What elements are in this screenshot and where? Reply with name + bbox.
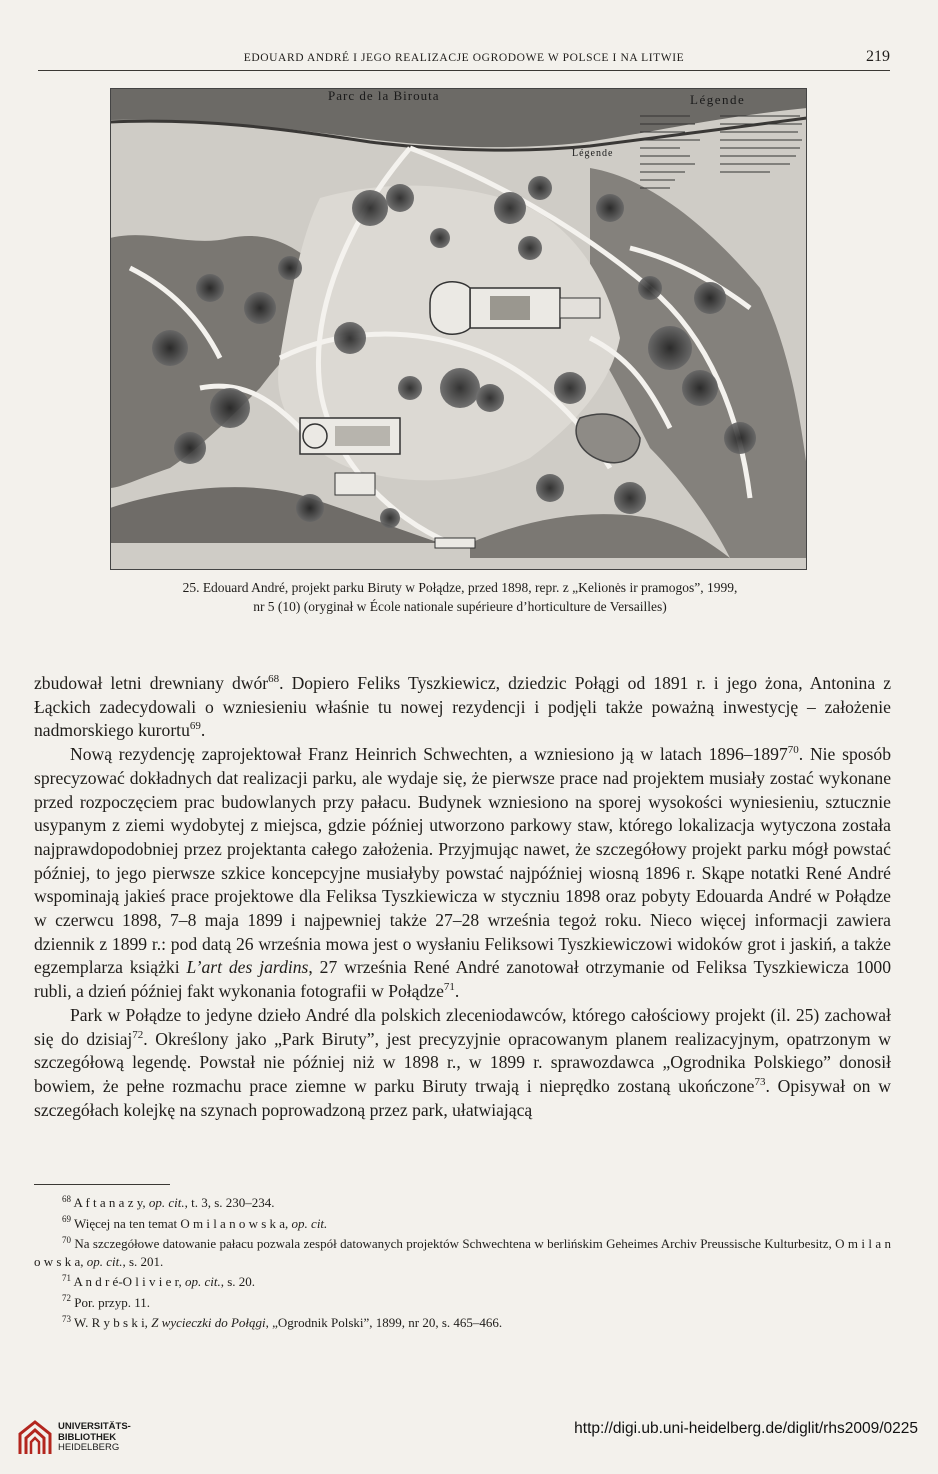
footnote-item: $^{71}$ A n d r é-O l i v i e r, op. cit., s. 20.	[62, 1272, 256, 1289]
footnote-item: $^{68}$ A f t a n a z y, op. cit., t. 3, s. 230–234.	[62, 1193, 275, 1210]
running-title: EDOUARD ANDRÉ I JEGO REALIZACJE OGRODOWE W POLSCE I NA LITWIE	[243, 52, 685, 64]
entrance-gate	[435, 538, 475, 548]
body-text	[34, 672, 891, 1122]
library-name: UNIVERSITÄTS- BIBLIOTHEK HEIDELBERG	[58, 1421, 131, 1453]
caption-line-1: 25. Edouard André, projekt parku Biruty w Połądze, przed 1898, repr. z „Kelionės ir pramogos”, 1999,	[182, 580, 738, 595]
paragraph-3: Park w Połądze to jedyne dzieło André dla polskich zleceniodawców, którego całościowy projekt (il. 25) zachował się do dzisiaj$^{72}$. Określony jako „Park Biruty”, jest precyzyjnie opracowanym planem realizacyjnym, opatrzonym w szczegółową legendę. Powstał nie później niż w 1898 r., w 1899 r. sprawozdawca „Ogrodnika Polskiego” donosił bowiem, że pełne rozmachu prace ziemne w parku Biruty trwają i nieprędko zostaną ukończone$^{73}$. Opisywał on w szczegółach kolejkę na szynach poprowadzoną przez park, ułatwiającą	[34, 1004, 891, 1120]
footnote-ref[interactable]: 71	[443, 981, 455, 994]
footnote-ref[interactable]: 73	[754, 1076, 766, 1089]
source-url-link[interactable]: http://digi.ub.uni-heidelberg.de/diglit/rhs2009/0225	[574, 1420, 918, 1437]
footnote-rule	[34, 1184, 170, 1185]
park-plan-figure	[110, 88, 807, 570]
footnote-ref[interactable]: 72	[132, 1028, 144, 1041]
legend-title: Légende	[690, 92, 746, 107]
footnote-ref[interactable]: 69	[189, 720, 201, 733]
footnote-item: $^{73}$ W. R y b s k i, Z wycieczki do Połągi, „Ogrodnik Polski”, 1899, nr 20, s. 465–466.	[62, 1313, 503, 1330]
figure-caption	[90, 578, 830, 616]
footnote-item: $^{69}$ Więcej na ten temat O m i l a n o w s k a, op. cit.	[62, 1214, 328, 1231]
book-title: L’art des jardins	[186, 957, 309, 978]
map-title: Parc de la Birouta	[328, 88, 440, 103]
paragraph-1: zbudował letni drewniany dwór$^{68}$. Dopiero Feliks Tyszkiewicz, dziedzic Połągi od 1891 r. i jego żona, Antonina z Łąckich zadecydowali o wzniesieniu właśnie tu nowej rezydencji i podjęli także poważną inwestycję – założenie nadmorskiego kurortu$^{69}$.	[34, 673, 891, 741]
running-head	[38, 50, 890, 71]
page-number: 219	[866, 48, 890, 65]
footnote-item: $^{72}$ Por. przyp. 11.	[62, 1293, 150, 1310]
footnotes	[34, 1194, 891, 1335]
footnote-item: $^{70}$ Na szczegółowe datowanie pałacu pozwala zespół datowanych projektów Schwechtena w berlińskim Geheimes Archiv Preussische Kulturbesitz, O m i l a n o w s k a, op. cit., s. 201.	[34, 1234, 892, 1269]
footnote-ref[interactable]: 70	[787, 744, 799, 757]
library-footer	[0, 1408, 938, 1474]
university-library-logo-icon	[18, 1420, 52, 1456]
caption-line-2: nr 5 (10) (oryginał w École nationale supérieure d’horticulture de Versailles)	[253, 599, 667, 614]
park-plan-illustration	[110, 88, 807, 570]
paragraph-2: Nową rezydencję zaprojektował Franz Heinrich Schwechten, a wzniesiono ją w latach 1896–1897$^{70}$. Nie sposób sprecyzować dokładnych dat realizacji parku, ale wydaje się, że pierwsze prace nad projektem musiały zostać wykonane przed rozpoczęciem prac budowlanych przy pałacu. Budynek wzniesiono na sporej wysokości wyniesieniu, sztucznie usypanym z ziemi wydobytej z miejsca, gdzie później utworzono parkowy staw, którego lokalizacja wytyczona została najprawdopodobniej przez projektanta całego założenia. Przyjmując nawet, że szczegółowy projekt parku mógł powstać później, to jego pierwsze szkice koncepcyjne musiałyby powstać najpóźniej wiosną 1896 r. Skąpe notatki René André wspominają jakieś prace projektowe dla Feliksa Tyszkiewicza w styczniu 1898 oraz pobyty Edouarda André w Połądze w czerwcu 1898, 7–8 maja 1899 i najpewniej także 27–28 września tegoż roku. Nieco więcej informacji zawiera dziennik z 1899 r.: pod datą 26 września mowa jest o wysłaniu Feliksowi Tyszkiewiczowi widoków grot i jaskiń, a także egzemplarza książki L’art des jardins, 27 września René André zanotował otrzymanie od Feliksa Tyszkiewicza 1000 rubli, a dzień później fakt wykonania fotografii w Połądze$^{71}$.	[34, 744, 892, 1002]
footnote-ref[interactable]: 68	[268, 673, 280, 686]
legend-label: Légende	[572, 148, 614, 159]
